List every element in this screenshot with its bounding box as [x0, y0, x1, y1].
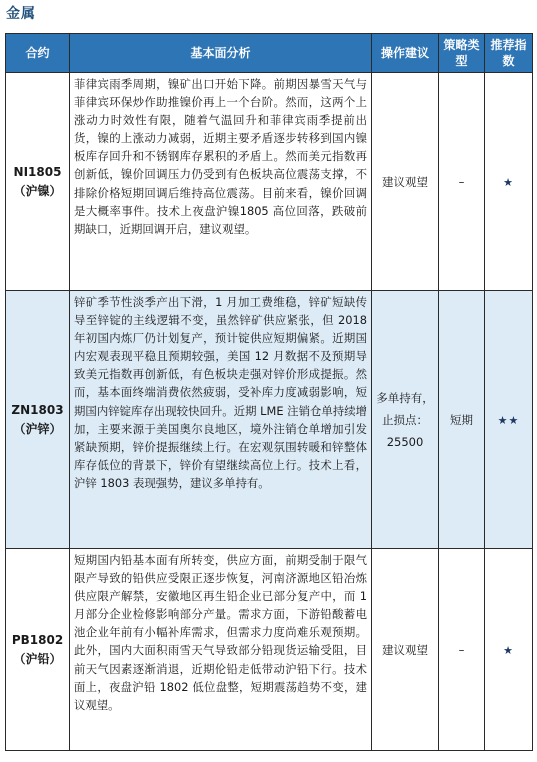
contract-name: （沪铅） — [13, 651, 62, 666]
header-advice: 操作建议 — [372, 34, 439, 73]
advice-cell — [372, 291, 439, 549]
strategy-cell: – — [439, 73, 485, 291]
rating-cell — [485, 549, 533, 751]
rating-cell — [485, 73, 533, 291]
header-contract: 合约 — [6, 34, 70, 73]
table-row-ni — [6, 73, 533, 291]
rating-stars: ★ — [503, 175, 514, 189]
advice-line-3: 25500 — [386, 434, 424, 449]
table-row-pb — [6, 549, 533, 751]
analysis-text: 锌矿季节性淡季产出下滑，1 月加工费维稳，锌矿短缺传导至锌锭的主线逻辑不变，虽然锌矿供应紧张，但 2018 年初国内炼厂仍计划复产，预计锭供应短期偏紧。近期国内宏观表现平稳且预期较强，美国 12 月数据不及预期导致美元指数再创新低，有色板块走强对锌价形成提振。然而，基本面终端消费依然疲弱，受补库力度减弱影响，短期国内锌锭库存出现较快回升。近期 LME 注销仓单持续增加，主要来源于美国奥尔良地区，境外注销仓单增加引发紧缺预期，锌价提振继续上行。在宏观氛围转暖和锌整体库存低位的背景下，锌价有望继续高位上行。技术上看，沪锌 1803 表现强势，建议多单持有。 — [70, 291, 372, 549]
rating-stars: ★ — [503, 643, 514, 657]
rating-stars: ★★ — [497, 413, 520, 427]
advice-line-1: 多单持有， — [376, 390, 434, 405]
advice-line-2: 止损点： — [382, 412, 428, 427]
strategy-cell: – — [439, 549, 485, 751]
header-analysis: 基本面分析 — [70, 34, 372, 73]
section-title: 金属 — [6, 6, 36, 22]
contract-name: （沪锌） — [13, 421, 62, 436]
contract-name: （沪镍） — [13, 183, 62, 198]
contract-cell — [6, 291, 70, 549]
table-row-zn — [6, 291, 533, 549]
rating-cell — [485, 291, 533, 549]
contract-cell — [6, 73, 70, 291]
contract-code: NI1805 — [13, 164, 62, 179]
contract-code: PB1802 — [11, 632, 64, 647]
analysis-text: 菲律宾雨季周期，镍矿出口开始下降。前期因暴雪天气与菲律宾环保炒作助推镍价再上一个台阶。然而，这两个上涨动力时效性有限，随着气温回升和菲律宾雨季提前出货，镍的上涨动力减弱，近期主要矛盾逐步转移到国内镍板库存回升和不锈钢库存累积的矛盾上。然而美元指数再创新低，镍价回调压力仍受到有色板块高位震荡支撑，不排除价格短期回调后维持高位震荡。目前来看，镍价回调是大概率事件。技术上夜盘沪镍1805 高位回落，跌破前期缺口，近期回调开启，建议观望。 — [70, 73, 372, 291]
advice-text: 建议观望 — [382, 174, 428, 189]
advice-cell — [372, 73, 439, 291]
contract-cell — [6, 549, 70, 751]
header-strategy: 策略类型 — [439, 34, 485, 73]
strategy-cell: 短期 — [439, 291, 485, 549]
metals-table — [5, 33, 533, 751]
advice-text: 建议观望 — [382, 642, 428, 657]
analysis-text: 短期国内铅基本面有所转变，供应方面，前期受制于限气限产导致的铅供应受限正逐步恢复，河南济源地区铅冶炼供应限产解禁，安徽地区再生铅企业已部分复产中，而 1 月部分企业检修影响部分产量。需求方面，下游铅酸蓄电池企业年前有小幅补库需求，但需求力度尚难乐观预期。此外，国内大面积雨雪天气导致部分铅现货运输受阻，目前天气因素逐渐消退，近期伦铅走低带动沪铅下行。技术面上，夜盘沪铅 1802 低位盘整，短期震荡趋势不变，建议观望。 — [70, 549, 372, 751]
advice-cell — [372, 549, 439, 751]
header-rating: 推荐指数 — [485, 34, 533, 73]
table-header-row — [6, 34, 533, 73]
contract-code: ZN1803 — [11, 402, 64, 417]
